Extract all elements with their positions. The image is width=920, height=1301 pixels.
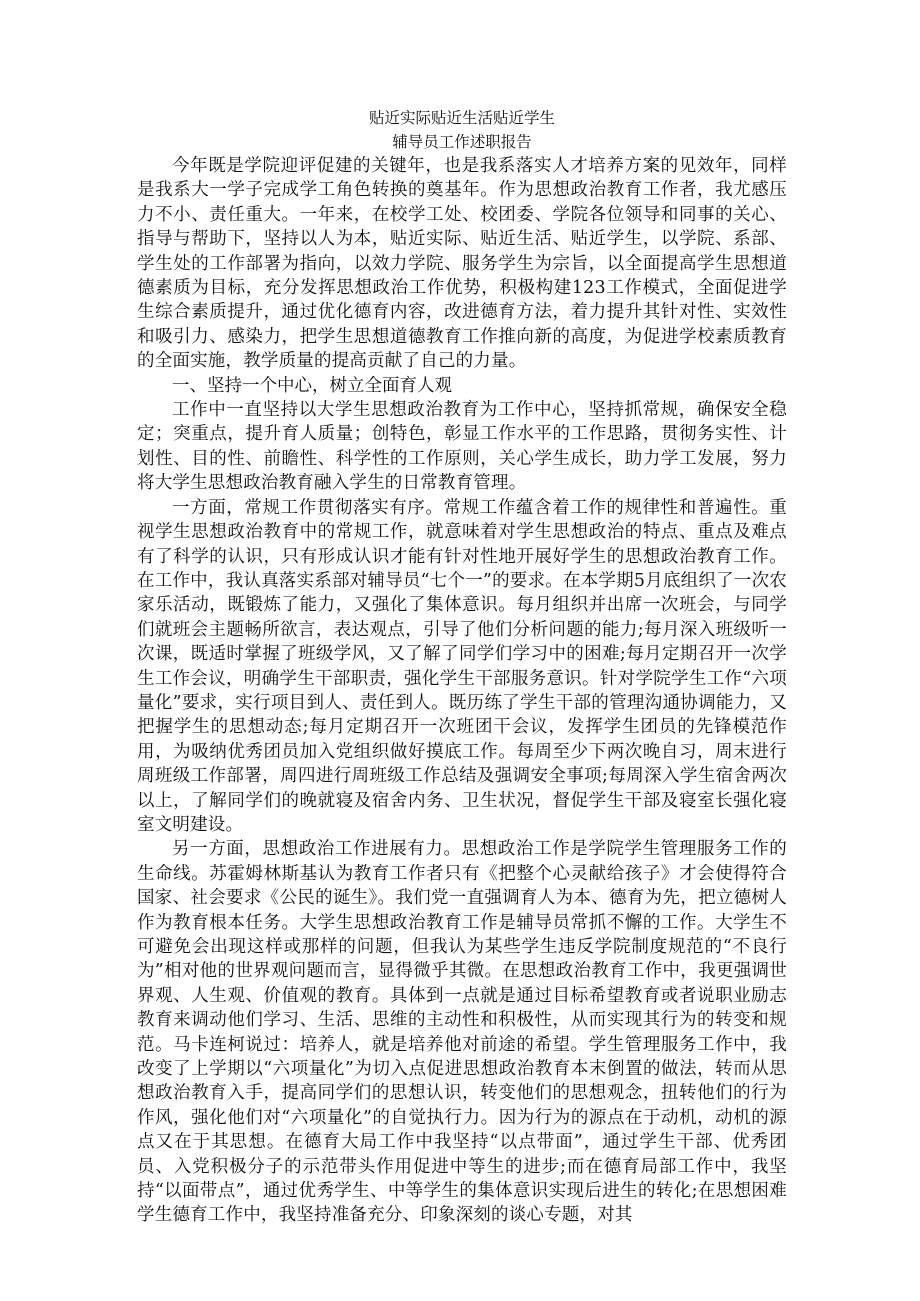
paragraph-intro: 今年既是学院迎评促建的关键年，也是我系落实人才培养方案的见效年，同样是我系大一学子完成学工角色转换的奠基年。作为思想政治教育工作者，我尤感压力不小、责任重大。一年来，在校学工处、校团委、学院各位领导和同事的关心、指导与帮助下，坚持以人为本，贴近实际、贴近生活、贴近学生，以学院、系部、学生处的工作部署为指向，以效力学院、服务学生为宗旨，以全面提高学生思想道德素质为目标，充分发挥思想政治工作优势，积极构建123工作模式，全面促进学生综合素质提升，通过优化德育内容，改进德育方法，着力提升其针对性、实效性和吸引力、感染力，把学生思想道德教育工作推向新的高度，为促进学校素质教育的全面实施，教学质量的提高贡献了自己的力量。 bbox=[137, 156, 787, 372]
document-title-line-1: 贴近实际贴近生活贴近学生 bbox=[368, 109, 555, 127]
document-title-line-2: 辅导员工作述职报告 bbox=[392, 133, 532, 151]
section-heading-1: 一、坚持一个中心，树立全面育人观 bbox=[172, 375, 452, 396]
paragraph-ideological-work: 另一方面，思想政治工作进展有力。思想政治工作是学院学生管理服务工作的生命线。苏霍姆林斯基认为教育工作者只有《把整个心灵献给孩子》才会使得符合国家、社会要求《公民的诞生》。我们党一直强调育人为本、德育为先，把立德树人作为教育根本任务。大学生思想政治教育工作是辅导员常抓不懈的工作。大学生不可避免会出现这样或那样的问题，但我认为某些学生违反学院制度规范的“不良行为”相对他的世界观问题而言，显得微乎其微。在思想政治教育工作中，我更强调世界观、人生观、价值观的教育。具体到一点就是通过目标希望教育或者说职业励志教育来调动他们学习、生活、思维的主动性和积极性，从而实现其行为的转变和规范。马卡连柯说过：培养人，就是培养他对前途的希望。学生管理服务工作中，我改变了上学期以“六项量化”为切入点促进思想政治教育本末倒置的做法，转而从思想政治教育入手，提高同学们的思想认识，转变他们的思想观念，扭转他们的行为作风，强化他们对“六项量化”的自觉执行力。因为行为的源点在于动机，动机的源点又在于其思想。在德育大局工作中我坚持“以点带面”，通过学生干部、优秀团员、入党积极分子的示范带头作用促进中等生的进步;而在德育局部工作中，我坚持“以面带点”，通过优秀学生、中等学生的集体意识实现后进生的转化;在思想困难学生德育工作中，我坚持准备充分、印象深刻的谈心专题，对其 bbox=[137, 839, 787, 1226]
paragraph-section1-overview: 工作中一直坚持以大学生思想政治教育为工作中心，坚持抓常规，确保安全稳定；突重点，提升育人质量；创特色，彰显工作水平的工作思路，贯彻务实性、计划性、目的性、前瞻性、科学性的工作原则，关心学生成长，助力学工发展，努力将大学生思想政治教育融入学生的日常教育管理。 bbox=[137, 400, 787, 494]
document-page bbox=[137, 106, 787, 1228]
paragraph-routine-work: 一方面，常规工作贯彻落实有序。常规工作蕴含着工作的规律性和普遍性。重视学生思想政治教育中的常规工作，就意味着对学生思想政治的特点、重点及难点有了科学的认识，只有形成认识才能有针对性地开展好学生的思想政治教育工作。在工作中，我认真落实系部对辅导员“七个一”的要求。在本学期5月底组织了一次农家乐活动，既锻炼了能力，又强化了集体意识。每月组织并出席一次班会，与同学们就班会主题畅所欲言，表达观点，引导了他们分析问题的能力;每月深入班级听一次课，既适时掌握了班级学风，又了解了同学们学习中的困难;每月定期召开一次学生工作会议，明确学生干部职责，强化学生干部服务意识。针对学院学生工作“六项量化”要求，实行项目到人、责任到人。既历练了学生干部的管理沟通协调能力，又把握学生的思想动态;每月定期召开一次班团干会议，发挥学生团员的先锋模范作用，为吸纳优秀团员加入党组织做好摸底工作。每周至少下两次晚自习，周末进行周班级工作部署，周四进行周班级工作总结及强调安全事项;每周深入学生宿舍两次以上，了解同学们的晚就寝及宿舍内务、卫生状况，督促学生干部及寝室长强化寝室文明建设。 bbox=[137, 497, 787, 835]
